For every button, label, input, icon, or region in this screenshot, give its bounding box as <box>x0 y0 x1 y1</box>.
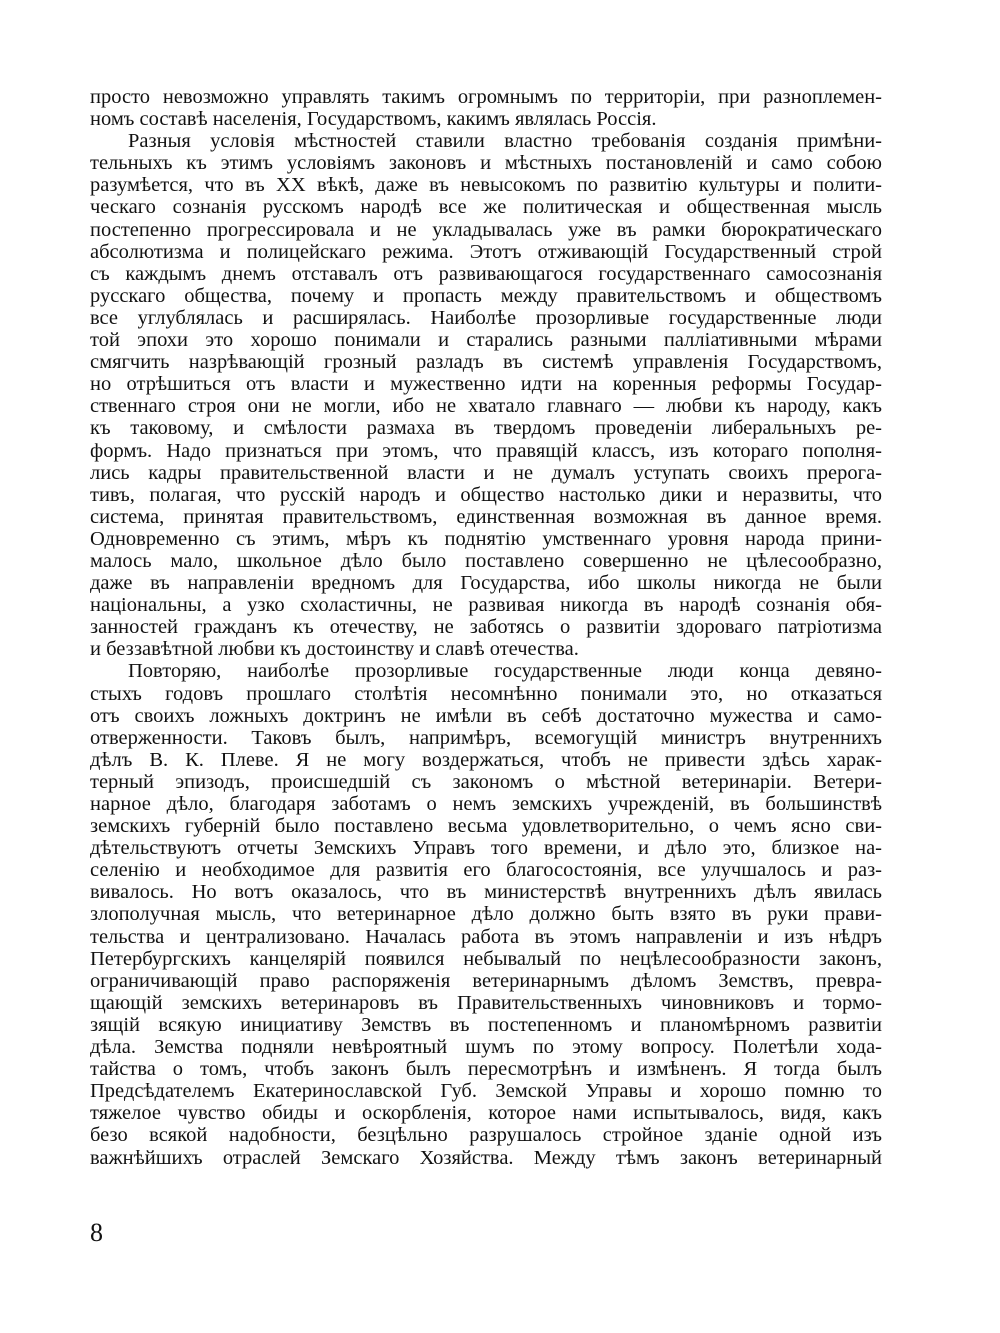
text-line: вивалось. Но вотъ оказалось, что въ министерствѣ внутреннихъ дѣлъ явилась <box>90 881 882 904</box>
text-line: формъ. Надо признаться при этомъ, что правящiй классъ, изъ котораго пополня- <box>90 439 882 462</box>
text-line: нарное дѣло, благодаря заботамъ о немъ земскихъ учрежденiй, въ большинствѣ <box>90 793 882 815</box>
text-line: съ каждымъ днемъ отставалъ отъ развивающагося государственнаго самосознанiя <box>90 262 882 285</box>
text-line: тивъ, полагая, что русскiй народъ и общество настолько дики и неразвиты, что <box>90 483 882 506</box>
text-line: дѣлъ В. К. Плеве. Я не могу воздержаться, чтобъ не привести здѣсь харак- <box>90 748 882 771</box>
text-line: система, принятая правительствомъ, единственная возможная въ данное время. <box>90 505 882 528</box>
text-line: и беззавѣтной любви къ достоинству и славѣ отечества. <box>90 638 579 661</box>
text-line: ческаго сознанiя русскомъ народѣ все же политическая и общественная мысль <box>90 196 882 219</box>
text-line: тельства и централизовано. Началась работа въ этомъ направленiи и изъ нѣдръ <box>90 925 882 948</box>
text-line: тайства о томъ, чтобъ законъ былъ пересмотрѣнъ и измѣненъ. Я тогда былъ <box>90 1058 882 1081</box>
text-line: дѣла. Земства подняли невѣроятный шумъ по этому вопросу. Полетѣли хода- <box>90 1036 882 1059</box>
text-line: отъ своихъ ложныхъ доктринъ не имѣли въ себѣ достаточно мужества и само- <box>90 704 882 727</box>
text-line: тяжелое чувство обиды и оскорбленiя, которое нами испытывалось, видя, какъ <box>90 1102 882 1125</box>
text-line: селенiю и необходимое для развитiя его благосостоянiя, все улучшалось и раз- <box>90 859 882 882</box>
text-line: дѣтельствуютъ отчеты Земскихъ Управъ того времени, и дѣло это, близкое на- <box>90 837 882 860</box>
text-line: абсолютизма и полицейскаго режима. Этотъ отживающiй Государственный строй <box>90 240 882 263</box>
text-line: малось мало, школьное дѣло было поставлено совершенно не цѣлесообразно, <box>90 549 882 572</box>
text-line: Петербургскихъ канцелярiй появился небывалый по нецѣлесообразности законъ, <box>90 947 882 970</box>
text-line: просто невозможно управлять такимъ огромнымъ по территорiи, при разноплемен- <box>90 86 882 108</box>
page-number: 8 <box>90 1218 103 1247</box>
text-line: зящiй всякую инициативу Земствъ въ постепенномъ и планомѣрномъ развитiи <box>90 1013 882 1036</box>
text-line: безо всякой надобности, безцѣльно разрушалось стройное зданiе одной изъ <box>90 1124 882 1147</box>
text-line: нацiональны, а узко схоластичны, не развивая никогда въ народѣ сознанiя обя- <box>90 594 882 617</box>
text-line: разумѣется, что въ XX вѣкѣ, даже въ невысокомъ по развитiю культуры и полити- <box>90 174 882 197</box>
text-line: злополучная мысль, что ветеринарное дѣло должно быть взято въ руки прави- <box>90 903 882 926</box>
text-line: той эпохи это хорошо понимали и старались разными паллiативными мѣрами <box>90 329 882 352</box>
text-line: Разныя условiя мѣстностей ставили властно требованiя созданiя примѣни- <box>128 130 882 153</box>
text-line: номъ составѣ населенiя, Государствомъ, какимъ являлась Россiя. <box>90 108 657 131</box>
text-line: русскаго общества, почему и пропасть между правительствомъ и обществомъ <box>90 284 882 307</box>
text-line: все углублялась и расширялась. Наиболѣе прозорливые государственные люди <box>90 306 882 329</box>
text-line: земскихъ губернiй было поставлено весьма удовлетворительно, о чемъ ясно сви- <box>90 815 882 838</box>
text-line: даже въ направленiи вредномъ для Государства, ибо школы никогда не были <box>90 572 882 595</box>
text-line: ограничивающiй право распоряженiя ветеринарнымъ дѣломъ Земствъ, превра- <box>90 969 882 992</box>
text-line: Повторяю, наиболѣе прозорливые государственные люди конца девяно- <box>128 660 882 683</box>
text-line: Одновременно съ этимъ, мѣръ къ поднятiю умственнаго уровня народа прини- <box>90 527 882 550</box>
text-line: смягчить назрѣвающiй грозный разладъ въ системѣ управленiя Государствомъ, <box>90 351 882 374</box>
text-line: важнѣйшихъ отраслей Земскаго Хозяйства. Между тѣмъ законъ ветеринарный <box>90 1146 882 1169</box>
text-line: но отрѣшиться отъ власти и мужественно идти на коренныя реформы Государ- <box>90 373 882 396</box>
text-line: занностей гражданъ къ отечеству, не заботясь о развитiи здороваго патрiотизма <box>90 616 882 639</box>
text-line: постепенно прогрессировала и не укладывалась уже въ рамки бюрократическаго <box>90 218 882 241</box>
text-line: стыхъ годовъ прошлаго столѣтiя несомнѣнно понимали это, но отказаться <box>90 682 882 705</box>
text-line: отверженности. Таковъ былъ, напримѣръ, всемогущiй министръ внутреннихъ <box>90 726 882 749</box>
body-text <box>90 86 882 1169</box>
text-line: лись кадры правительственной власти и не думалъ уступать своихъ прерога- <box>90 461 882 484</box>
text-line: тельныхъ къ этимъ условiямъ законовъ и мѣстныхъ постановленiй и само собою <box>90 152 882 175</box>
text-line: ственнаго строя они не могли, ибо не хватало главнаго — любви къ народу, какъ <box>90 395 882 418</box>
text-line: къ таковому, и смѣлости размаха въ твердомъ проведенiи либеральныхъ ре- <box>90 417 882 440</box>
text-line: Предсѣдателемъ Екатеринославской Губ. Земской Управы и хорошо помню то <box>90 1080 882 1103</box>
text-line: щающiй земскихъ ветеринаровъ въ Правительственныхъ чиновниковъ и тормо- <box>90 991 882 1014</box>
text-line: терный эпизодъ, происшедшiй съ закономъ о мѣстной ветеринарiи. Ветери- <box>90 770 882 793</box>
